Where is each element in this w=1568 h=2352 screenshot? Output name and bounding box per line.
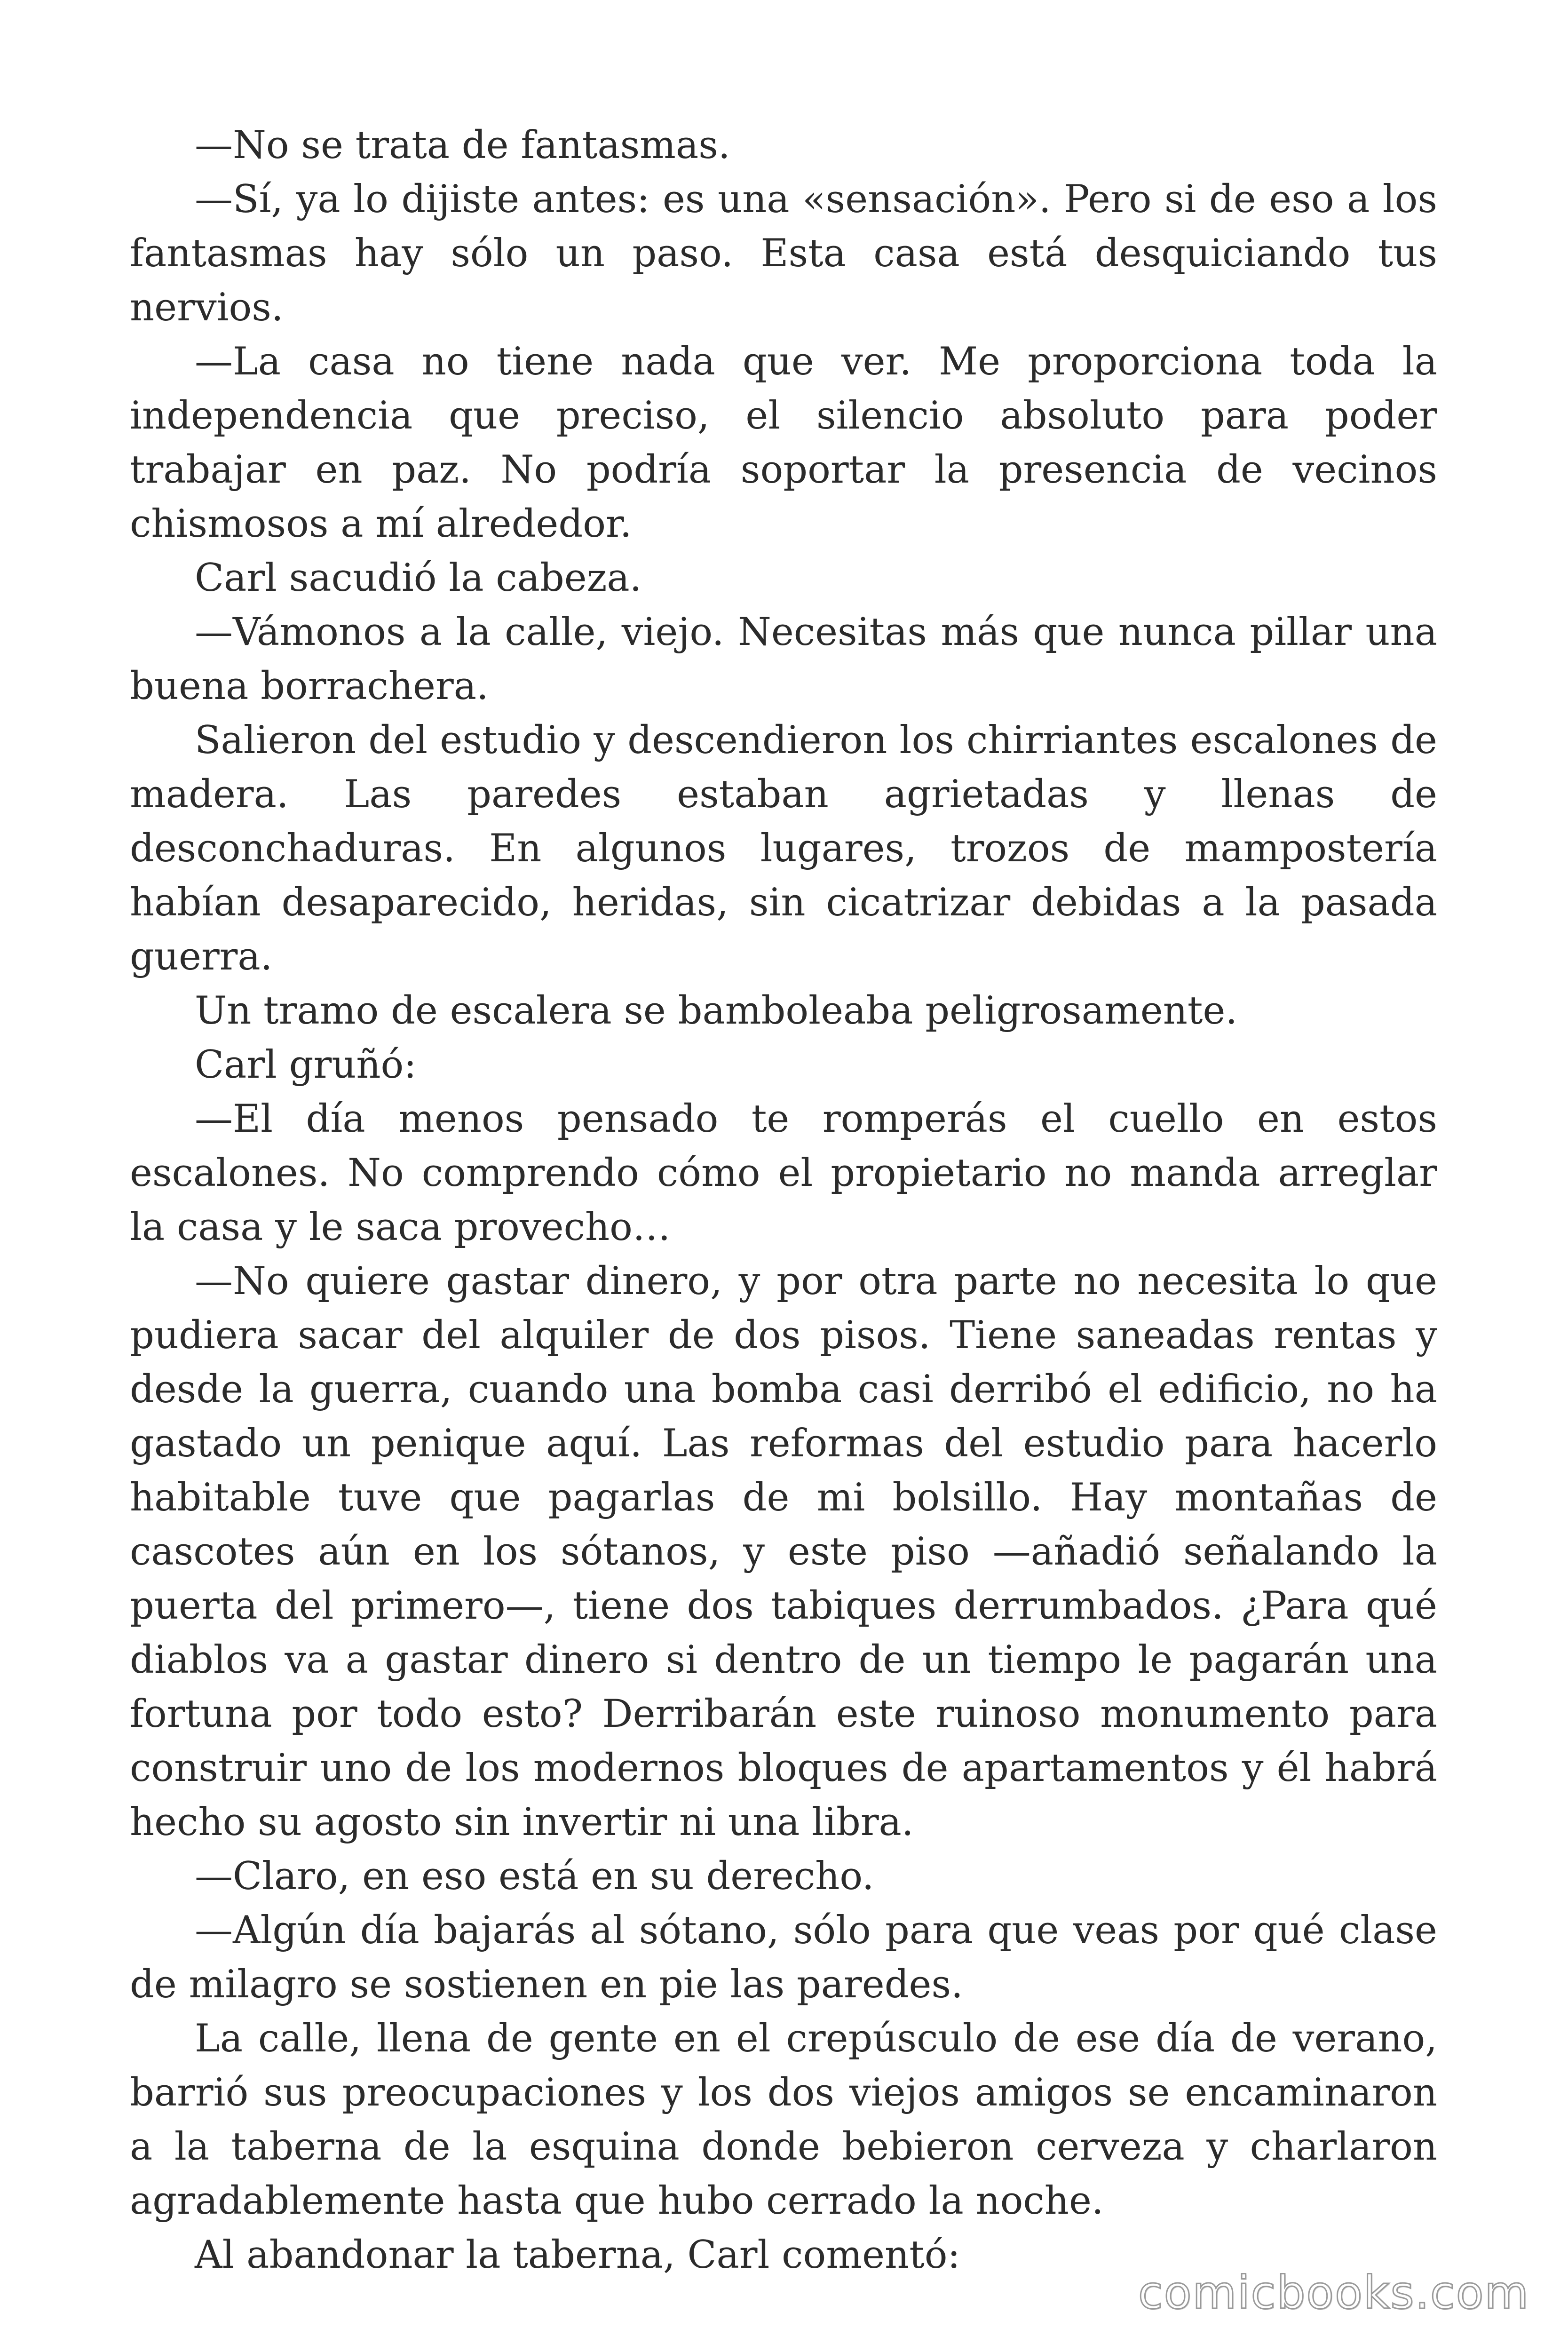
paragraph: Al abandonar la taberna, Carl comentó: — [195, 2233, 960, 2277]
paragraph: —No quiere gastar dinero, y por otra parte no necesita lo que pudiera sacar del alquiler de dos pisos. Tiene saneadas rentas y desde la guerra, cuando una bomba casi derribó el edificio, no ha gastado un penique aquí. Las reformas del estudio para hacerlo habitable tuve que pagarlas de mi bolsillo. Hay montañas de cascotes aún en los sótanos, y este piso —añadió señalando la puerta del primero—, tiene dos tabiques derrumbados. ¿Para qué diablos va a gastar dinero si dentro de un tiempo le pagarán una fortuna por todo esto? Derribarán este ruinoso monumento para construir uno de los modernos bloques de apartamentos y él habrá hecho su agosto sin invertir ni una libra. — [130, 1259, 1437, 1844]
paragraph: Un tramo de escalera se bamboleaba peligrosamente. — [195, 989, 1238, 1033]
paragraph: —No se trata de fantasmas. — [195, 123, 730, 167]
paragraph: —Algún día bajarás al sótano, sólo para que veas por qué clase de milagro se sostienen en pie las paredes. — [130, 1908, 1437, 2007]
paragraph: —Sí, ya lo dijiste antes: es una «sensación». Pero si de eso a los fantasmas hay sólo un paso. Esta casa está desquiciando tus nervios. — [130, 177, 1437, 330]
paragraph: —El día menos pensado te romperás el cuello en estos escalones. No comprendo cómo el propietario no manda arreglar la casa y le saca provecho… — [130, 1097, 1437, 1249]
paragraph: Carl sacudió la cabeza. — [195, 556, 642, 600]
paragraph: La calle, llena de gente en el crepúsculo de ese día de verano, barrió sus preocupaciones y los dos viejos amigos se encaminaron a la taberna de la esquina donde bebieron cerveza y charlaron agradablemente hasta que hubo cerrado la noche. — [130, 2017, 1437, 2223]
paragraph: Salieron del estudio y descendieron los chirriantes escalones de madera. Las paredes estaban agrietadas y llenas de desconchaduras. En algunos lugares, trozos de mampostería habían desaparecido, heridas, sin cicatrizar debidas a la pasada guerra. — [130, 718, 1437, 979]
paragraph: —Vámonos a la calle, viejo. Necesitas más que nunca pillar una buena borrachera. — [130, 610, 1437, 708]
paragraph: —La casa no tiene nada que ver. Me proporciona toda la independencia que preciso, el silencio absoluto para poder trabajar en paz. No podría soportar la presencia de vecinos chismosos a mí alrededor. — [130, 340, 1437, 546]
book-page-text — [130, 119, 1437, 2277]
paragraph: —Claro, en eso está en su derecho. — [195, 1854, 874, 1899]
watermark: comicbooks.com — [1138, 2266, 1529, 2319]
paragraph: Carl gruñó: — [195, 1043, 417, 1087]
